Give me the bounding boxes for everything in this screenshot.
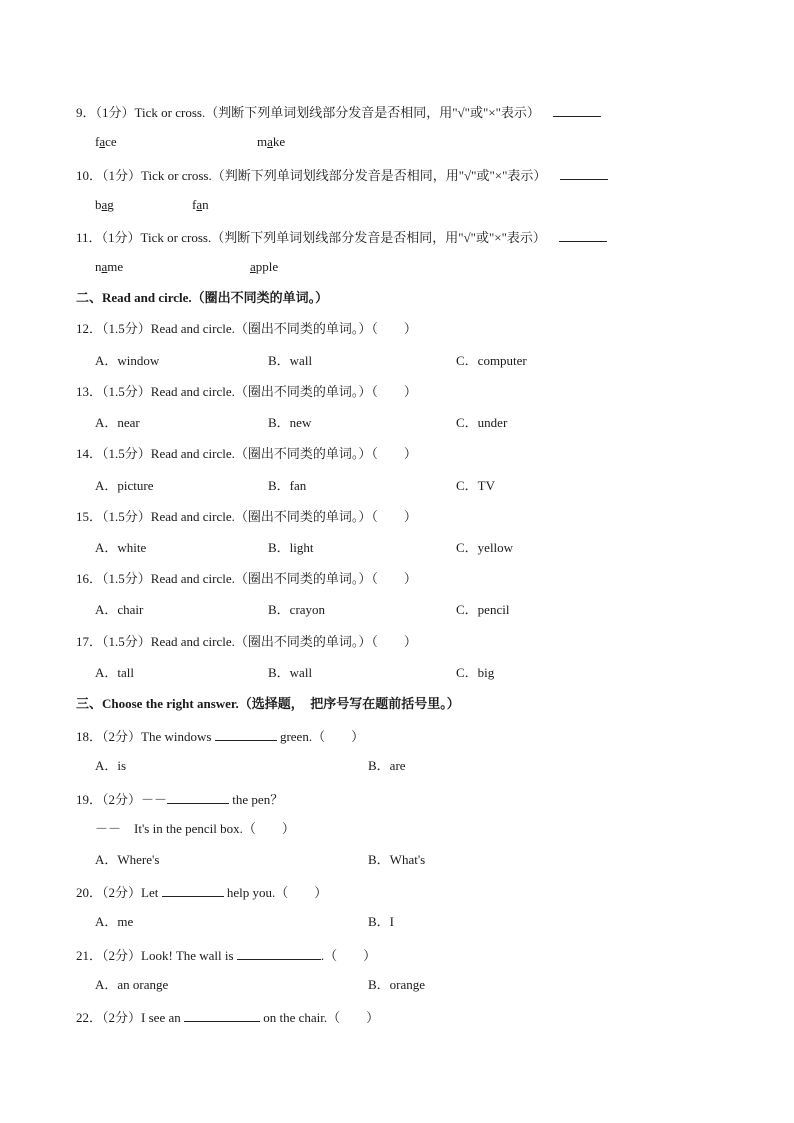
word-1: name — [95, 259, 124, 274]
question-score: （1分） — [102, 168, 142, 183]
option-b[interactable]: B．wall — [268, 353, 313, 368]
question-score: （1分） — [101, 230, 141, 245]
option-b[interactable]: B．new — [268, 415, 312, 430]
question-17: 17．（1.5分）Read and circle.（圈出不同类的单词。）（ ） — [76, 634, 417, 649]
word-2: fan — [192, 197, 209, 212]
option-a[interactable]: A．window — [95, 353, 160, 368]
question-text: Tick or cross.（判断下列单词划线部分发音是否相同，用"√"或"×"表示） — [134, 105, 540, 120]
question-text: Tick or cross.（判断下列单词划线部分发音是否相同，用"√"或"×"表示） — [141, 168, 547, 183]
option-a[interactable]: A．is — [95, 758, 127, 773]
question-20: 20．（2分）Let help you.（ ） — [76, 885, 328, 900]
question-text: Tick or cross.（判断下列单词划线部分发音是否相同，用"√"或"×"表示） — [140, 230, 546, 245]
option-b[interactable]: B．I — [368, 914, 395, 929]
option-b[interactable]: B．orange — [368, 977, 426, 992]
option-b[interactable]: B．wall — [268, 665, 313, 680]
word-1: bag — [95, 197, 114, 212]
option-a[interactable]: A．chair — [95, 602, 144, 617]
option-c[interactable]: C．big — [456, 665, 495, 680]
answer-blank[interactable] — [559, 228, 607, 242]
question-number: 10． — [76, 168, 103, 183]
question-14: 14．（1.5分）Read and circle.（圈出不同类的单词。）（ ） — [76, 446, 417, 461]
question-9 — [76, 103, 601, 121]
option-a[interactable]: A．an orange — [95, 977, 169, 992]
option-b[interactable]: B．light — [268, 540, 314, 555]
question-21: 21．（2分）Look! The wall is .（ ） — [76, 948, 377, 963]
question-16: 16．（1.5分）Read and circle.（圈出不同类的单词。）（ ） — [76, 571, 417, 586]
option-b[interactable]: B．are — [368, 758, 406, 773]
question-22: 22．（2分）I see an on the chair.（ ） — [76, 1010, 380, 1025]
answer-blank[interactable] — [162, 883, 224, 897]
option-b[interactable]: B．crayon — [268, 602, 326, 617]
option-c[interactable]: C．pencil — [456, 602, 510, 617]
answer-blank[interactable] — [560, 166, 608, 180]
word-2: apple — [250, 259, 279, 274]
question-number: 9． — [76, 105, 96, 120]
question-12: 12．（1.5分）Read and circle.（圈出不同类的单词。）（ ） — [76, 321, 417, 336]
option-b[interactable]: B．What's — [368, 852, 426, 867]
question-15: 15．（1.5分）Read and circle.（圈出不同类的单词。）（ ） — [76, 509, 417, 524]
option-a[interactable]: A．tall — [95, 665, 134, 680]
option-b[interactable]: B．fan — [268, 478, 307, 493]
option-a[interactable]: A．white — [95, 540, 147, 555]
option-c[interactable]: C．under — [456, 415, 508, 430]
question-18: 18．（2分）The windows green.（ ） — [76, 729, 365, 744]
question-score: （1分） — [95, 105, 135, 120]
question-19-reply: －－ It's in the pencil box.（ ） — [95, 821, 295, 836]
word-2: make — [257, 134, 286, 149]
answer-blank[interactable] — [167, 790, 229, 804]
option-a[interactable]: A．picture — [95, 478, 154, 493]
option-c[interactable]: C．computer — [456, 353, 527, 368]
section-2-title: 二、Read and circle.（圈出不同类的单词。） — [76, 290, 329, 305]
option-c[interactable]: C．TV — [456, 478, 496, 493]
option-a[interactable]: A．Where's — [95, 852, 160, 867]
option-c[interactable]: C．yellow — [456, 540, 514, 555]
option-a[interactable]: A．me — [95, 914, 134, 929]
option-a[interactable]: A．near — [95, 415, 140, 430]
question-13: 13．（1.5分）Read and circle.（圈出不同类的单词。）（ ） — [76, 384, 417, 399]
word-1: face — [95, 134, 117, 149]
question-number: 11． — [76, 230, 102, 245]
answer-blank[interactable] — [237, 946, 321, 960]
question-10 — [76, 166, 608, 184]
answer-blank[interactable] — [184, 1008, 260, 1022]
question-19: 19．（2分）－－ the pen？ — [76, 792, 284, 807]
answer-blank[interactable] — [215, 727, 277, 741]
answer-blank[interactable] — [553, 103, 601, 117]
section-3-title: 三、Choose the right answer.（选择题， 把序号写在题前括号里。） — [76, 696, 460, 711]
question-11 — [76, 228, 607, 246]
